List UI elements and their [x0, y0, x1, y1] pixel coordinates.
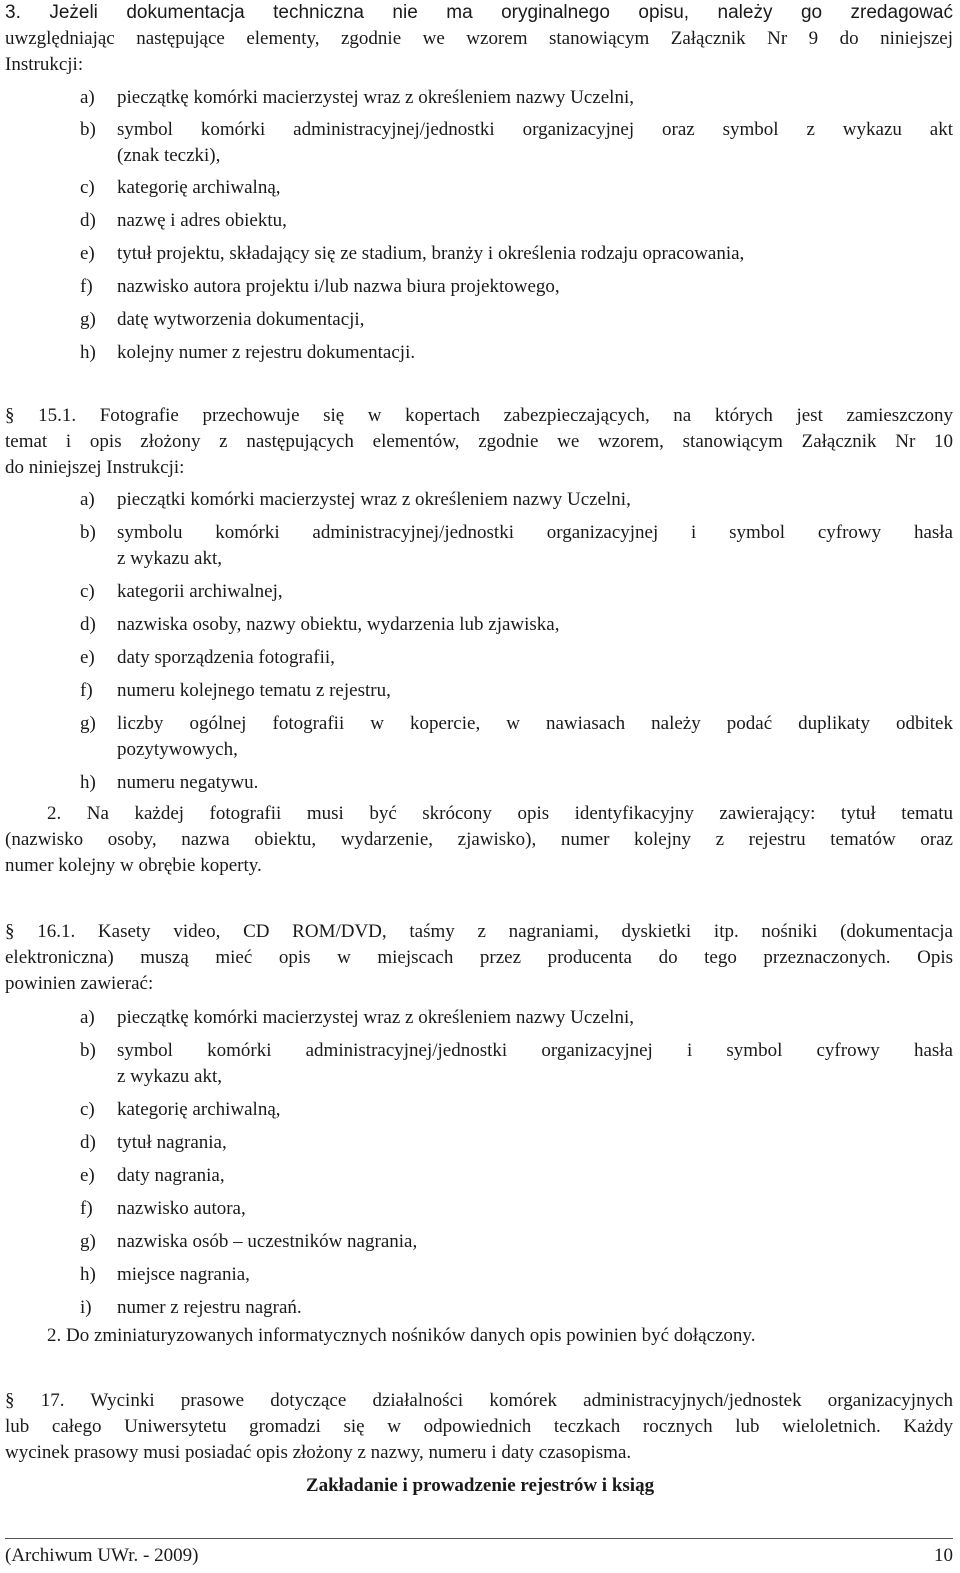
list-item: d) nazwiska osoby, nazwy obiektu, wydarzenia lub zjawiska, — [80, 614, 560, 635]
paragraph-16-2 — [47, 1323, 953, 1349]
list-sec16 — [80, 1005, 953, 1321]
text-line: wycinek prasowy musi posiadać opis złożony z nazwy, numeru i daty czasopisma. — [5, 1442, 632, 1463]
paragraph-16-1 — [5, 919, 953, 997]
list-item: f) nazwisko autora, — [80, 1198, 246, 1219]
paragraph-15-2 — [47, 801, 953, 827]
text-line: temat i opis złożony z następujących elementów, zgodnie we wzorem, stanowiącym Załącznik Nr 10 — [5, 431, 953, 452]
text-line: § 15.1. Fotografie przechowuje się w kopertach zabezpieczających, na których jest zamieszczony — [5, 405, 953, 426]
list-item: a) pieczątkę komórki macierzystej wraz z określeniem nazwy Uczelni, — [80, 1007, 634, 1028]
page-footer — [5, 1544, 953, 1568]
list-item: c) kategorii archiwalnej, — [80, 581, 283, 602]
text-line: do niniejszej Instrukcji: — [5, 457, 185, 478]
text-line: § 17. Wycinki prasowe dotyczące działalności komórek administracyjnych/jednostek organizacyjnych — [5, 1390, 953, 1411]
list-item: f) numeru kolejnego tematu z rejestru, — [80, 680, 391, 701]
list-item: h) numeru negatywu. — [80, 772, 259, 793]
page-number: 10 — [934, 1545, 953, 1566]
list-item: e) daty nagrania, — [80, 1165, 225, 1186]
list-item: a) pieczątkę komórki macierzystej wraz z określeniem nazwy Uczelni, — [80, 87, 634, 108]
list-item: a) pieczątki komórki macierzystej wraz z określeniem nazwy Uczelni, — [80, 489, 631, 510]
list-sec15 — [80, 487, 953, 796]
list-item: i) numer z rejestru nagrań. — [80, 1297, 302, 1318]
list-item: d) tytuł nagrania, — [80, 1132, 227, 1153]
text-line: numer kolejny w obrębie koperty. — [5, 855, 262, 876]
text-line: 3. Jeżeli dokumentacja techniczna nie ma oryginalnego opisu, należy go zredagować — [5, 2, 953, 23]
paragraph-17 — [5, 1388, 953, 1466]
text-line: 2. Do zminiaturyzowanych informatycznych nośników danych opis powinien być dołączony. — [47, 1325, 756, 1346]
text-line: § 16.1. Kasety video, CD ROM/DVD, taśmy z nagraniami, dyskietki itp. nośniki (dokumentacja — [5, 921, 953, 942]
paragraph-3 — [5, 0, 953, 78]
list-item: b) symbol komórki administracyjnej/jednostki organizacyjnej oraz symbol z wykazu akt (znak teczki), — [80, 119, 953, 166]
list-item: e) tytuł projektu, składający się ze stadium, branży i określenia rodzaju opracowania, — [80, 243, 745, 264]
list-item: d) nazwę i adres obiektu, — [80, 210, 287, 231]
list-item: g) nazwiska osób – uczestników nagrania, — [80, 1231, 418, 1252]
text-line: powinien zawierać: — [5, 973, 154, 994]
list-item: c) kategorię archiwalną, — [80, 1099, 281, 1120]
text-line: 2. Na każdej fotografii musi być skrócony opis identyfikacyjny zawierający: tytuł tematu — [47, 803, 953, 824]
paragraph-15-1 — [5, 403, 953, 481]
footer-source: (Archiwum UWr. - 2009) — [5, 1545, 199, 1566]
list-item: h) kolejny numer z rejestru dokumentacji. — [80, 342, 416, 363]
text-line: (nazwisko osoby, nazwa obiektu, wydarzenie, zjawisko), numer kolejny z rejestru tematów oraz — [5, 829, 953, 850]
text-line: Instrukcji: — [5, 54, 84, 75]
paragraph-15-2-cont — [5, 827, 953, 879]
text-line: uwzględniając następujące elementy, zgodnie we wzorem stanowiącym Załącznik Nr 9 do niniejszej — [5, 28, 953, 49]
list-item: h) miejsce nagrania, — [80, 1264, 250, 1285]
list-item: g) datę wytworzenia dokumentacji, — [80, 309, 365, 330]
list-item: f) nazwisko autora projektu i/lub nazwa biura projektowego, — [80, 276, 560, 297]
list-item: g) liczby ogólnej fotografii w kopercie, w nawiasach należy podać duplikaty odbitek pozytywowych, — [80, 713, 953, 760]
footer-divider — [5, 1538, 953, 1539]
text-line: lub całego Uniwersytetu gromadzi się w odpowiednich teczkach rocznych lub wieloletnich. Każdy — [5, 1416, 953, 1437]
list-item: b) symbolu komórki administracyjnej/jednostki organizacyjnej i symbol cyfrowy hasła z wykazu akt, — [80, 522, 953, 569]
list-item: b) symbol komórki administracyjnej/jednostki organizacyjnej i symbol cyfrowy hasła z wykazu akt, — [80, 1040, 953, 1087]
list-item: e) daty sporządzenia fotografii, — [80, 647, 335, 668]
section-heading: Zakładanie i prowadzenie rejestrów i ksiąg — [305, 1475, 655, 1496]
text-line: elektroniczna) muszą mieć opis w miejscach przez producenta do tego przeznaczonych. Opis — [5, 947, 953, 968]
list-sec3 — [80, 85, 953, 366]
list-item: c) kategorię archiwalną, — [80, 177, 281, 198]
